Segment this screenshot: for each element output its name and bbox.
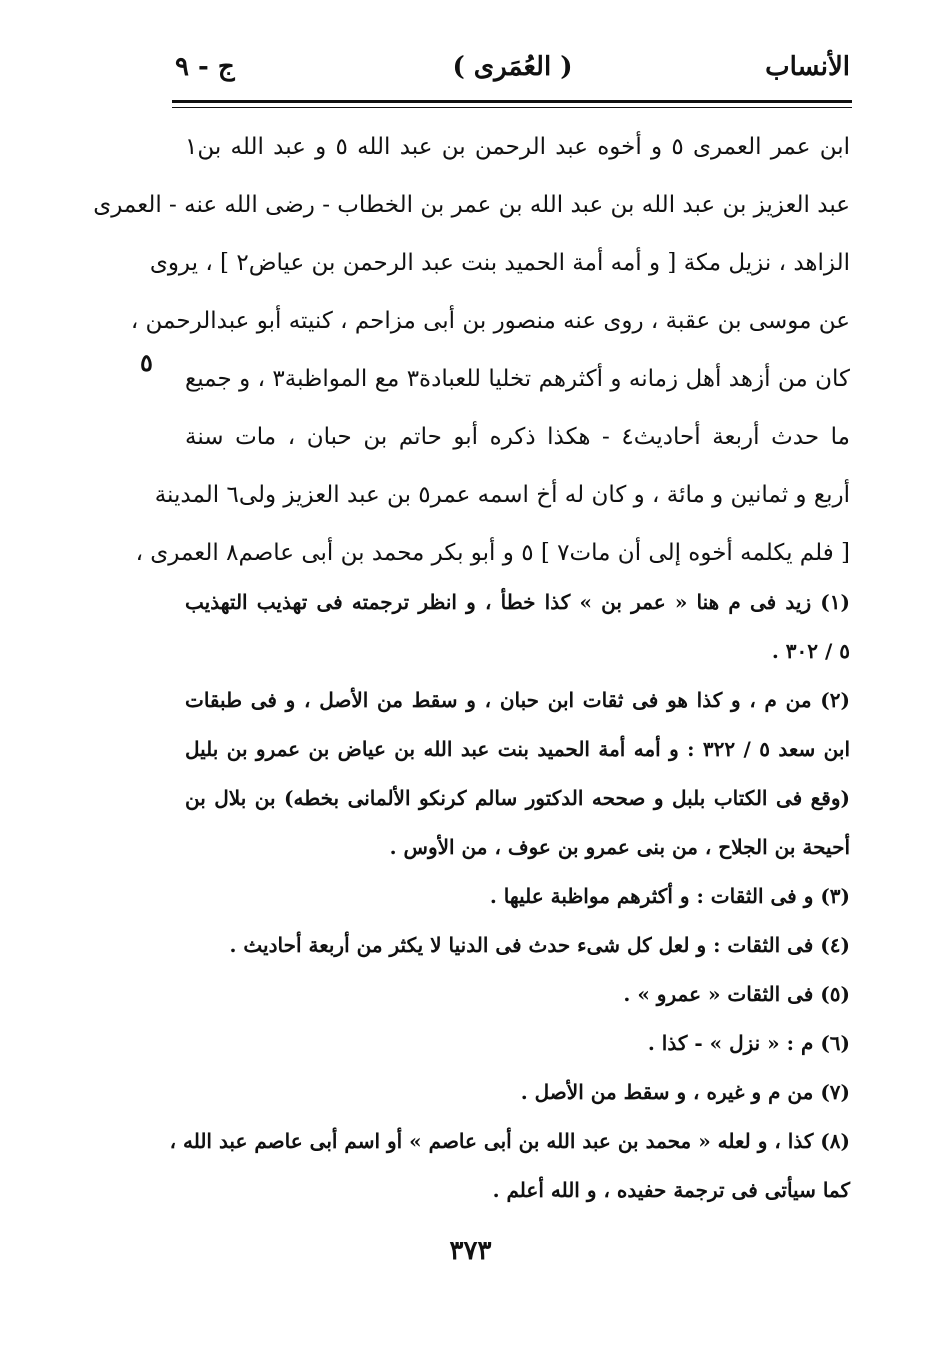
footnote-line: (وقع فى الكتاب بلبل و صححه الدكتور سالم كرنكو الألمانى بخطه) بن بلال بن bbox=[185, 786, 850, 810]
main-text-line: عبد العزيز بن عبد الله بن عبد الله بن عمر بن الخطاب - رضى الله عنه - العمرى bbox=[93, 192, 850, 218]
main-text-line: عن موسى بن عقبة ، روى عنه منصور بن أبى مزاحم ، كنيته أبو عبدالرحمن ، bbox=[130, 308, 850, 334]
header-rule-thick bbox=[172, 100, 852, 103]
margin-line-number: ٥ bbox=[140, 348, 153, 377]
main-text-line: الزاهد ، نزيل مكة [ و أمه أمة الحميد بنت عبد الرحمن بن عياض٢ ] ، يروى bbox=[149, 250, 850, 276]
footnote-line: (٨) كذا ، و لعله « محمد بن عبد الله بن أبى عاصم » أو اسم أبى عاصم عبد الله ، bbox=[169, 1129, 850, 1153]
footnote-line: (٥) فى الثقات « عمرو » . bbox=[623, 982, 850, 1006]
footnote-line: (٢) من م ، و كذا هو فى ثقات ابن حبان ، و سقط من الأصل ، و فى طبقات bbox=[185, 688, 850, 712]
header-rule-thin bbox=[172, 107, 852, 108]
main-text-line: ابن عمر العمرى ٥ و أخوه عبد الرحمن بن عبد الله ٥ و عبد الله بن١ bbox=[185, 134, 850, 160]
header-volume: ج - ٩ bbox=[175, 52, 235, 82]
header-entry-title: ( العُمَرى ) bbox=[452, 52, 573, 82]
main-text bbox=[93, 118, 850, 582]
footnote-line: ابن سعد ٥ / ٣٢٢ : و أمه أمة الحميد بنت عبد الله بن عياض بن عمرو بن بليل bbox=[185, 737, 851, 761]
footnote-line: (٦) م : « نزل » - كذا . bbox=[647, 1031, 850, 1055]
footnote-line: (٣) و فى الثقات : و أكثرهم مواظبة عليها . bbox=[489, 884, 850, 908]
footnote-line: (٤) فى الثقات : و لعل كل شىء حدث فى الدنيا لا يكثر من أربعة أحاديث . bbox=[229, 933, 850, 957]
main-text-line: أربع و ثمانين و مائة ، و كان له أخ اسمه عمر٥ بن عبد العزيز ولى٦ المدينة bbox=[154, 482, 850, 508]
page-number: ٣٧٣ bbox=[449, 1236, 492, 1266]
main-text-line: [ فلم يكلمه أخوه إلى أن مات٧ ] ٥ و أبو بكر محمد بن أبى عاصم٨ العمرى ، bbox=[135, 540, 850, 566]
footnote-line: (١) زيد فى م هنا « عمر بن » كذا خطأ ، و انظر ترجمته فى تهذيب التهذيب bbox=[185, 590, 850, 614]
running-header bbox=[175, 52, 850, 96]
footnote-line: أحيحة بن الجلاح ، من بنى عمرو بن عوف ، من الأوس . bbox=[389, 835, 850, 859]
footnote-line: ٥ / ٣٠٢ . bbox=[771, 639, 850, 663]
footnote-line: (٧) من م و غيره ، و سقط من الأصل . bbox=[520, 1080, 850, 1104]
footnote-line: كما سيأتى فى ترجمة حفيده ، و الله أعلم . bbox=[492, 1178, 850, 1202]
main-text-line: كان من أزهد أهل زمانه و أكثرهم تخليا للعبادة٣ مع المواظبة٣ ، و جميع bbox=[185, 366, 850, 392]
main-text-line: ما حدث أربعة أحاديث٤ - هكذا ذكره أبو حاتم بن حبان ، مات سنة bbox=[185, 424, 850, 450]
footnotes bbox=[169, 578, 851, 1215]
header-section-title: الأنساب bbox=[765, 52, 850, 82]
